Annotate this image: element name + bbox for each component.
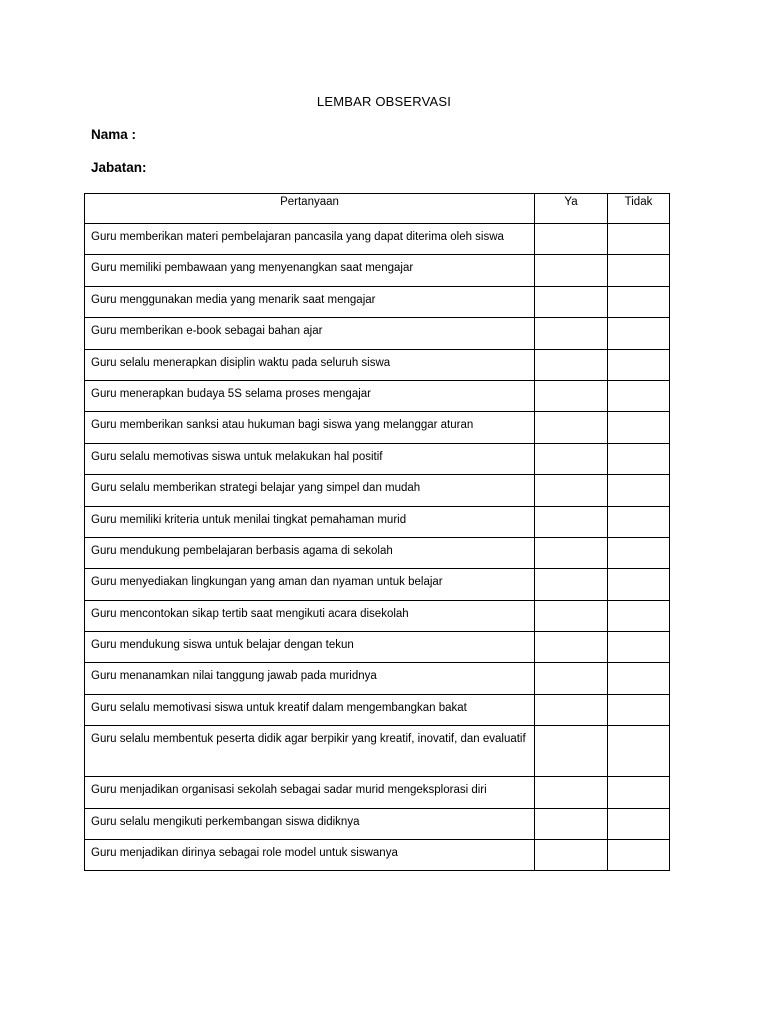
table-row (85, 412, 670, 443)
question-cell: Guru memiliki pembawaan yang menyenangkan saat mengajar (85, 255, 535, 286)
ya-answer-cell[interactable] (535, 694, 608, 725)
question-cell: Guru menjadikan organisasi sekolah sebagai sadar murid mengeksplorasi diri (85, 777, 535, 808)
question-cell: Guru selalu memberikan strategi belajar yang simpel dan mudah (85, 475, 535, 506)
table-row (85, 443, 670, 474)
tidak-answer-cell[interactable] (608, 632, 670, 663)
ya-answer-cell[interactable] (535, 600, 608, 631)
table-row (85, 255, 670, 286)
tidak-answer-cell[interactable] (608, 412, 670, 443)
ya-answer-cell[interactable] (535, 726, 608, 777)
ya-answer-cell[interactable] (535, 569, 608, 600)
ya-answer-cell[interactable] (535, 537, 608, 568)
tidak-answer-cell[interactable] (608, 694, 670, 725)
ya-answer-cell[interactable] (535, 349, 608, 380)
table-row (85, 726, 670, 777)
tidak-answer-cell[interactable] (608, 726, 670, 777)
ya-answer-cell[interactable] (535, 224, 608, 255)
tidak-answer-cell[interactable] (608, 443, 670, 474)
question-cell: Guru menjadikan dirinya sebagai role model untuk siswanya (85, 840, 535, 871)
table-row (85, 380, 670, 411)
nama-label: Nama : (91, 127, 137, 142)
ya-answer-cell[interactable] (535, 318, 608, 349)
table-row (85, 349, 670, 380)
ya-answer-cell[interactable] (535, 443, 608, 474)
table-row (85, 506, 670, 537)
question-cell: Guru menerapkan budaya 5S selama proses mengajar (85, 380, 535, 411)
ya-answer-cell[interactable] (535, 840, 608, 871)
table-row (85, 663, 670, 694)
question-cell: Guru mencontokan sikap tertib saat mengikuti acara disekolah (85, 600, 535, 631)
header-ya: Ya (535, 194, 608, 224)
question-cell: Guru selalu memotivasi siswa untuk kreatif dalam mengembangkan bakat (85, 694, 535, 725)
tidak-answer-cell[interactable] (608, 224, 670, 255)
ya-answer-cell[interactable] (535, 412, 608, 443)
question-cell: Guru menggunakan media yang menarik saat mengajar (85, 286, 535, 317)
question-cell: Guru selalu mengikuti perkembangan siswa didiknya (85, 808, 535, 839)
header-pertanyaan: Pertanyaan (85, 194, 535, 224)
tidak-answer-cell[interactable] (608, 318, 670, 349)
jabatan-label: Jabatan: (91, 160, 147, 175)
table-row (85, 840, 670, 871)
question-cell: Guru memberikan e-book sebagai bahan ajar (85, 318, 535, 349)
ya-answer-cell[interactable] (535, 286, 608, 317)
tidak-answer-cell[interactable] (608, 569, 670, 600)
question-cell: Guru mendukung siswa untuk belajar dengan tekun (85, 632, 535, 663)
tidak-answer-cell[interactable] (608, 255, 670, 286)
table-row (85, 808, 670, 839)
tidak-answer-cell[interactable] (608, 777, 670, 808)
table-row (85, 224, 670, 255)
table-row (85, 286, 670, 317)
tidak-answer-cell[interactable] (608, 537, 670, 568)
table-body (85, 224, 670, 871)
ya-answer-cell[interactable] (535, 663, 608, 694)
table-row (85, 318, 670, 349)
question-cell: Guru menyediakan lingkungan yang aman dan nyaman untuk belajar (85, 569, 535, 600)
ya-answer-cell[interactable] (535, 380, 608, 411)
tidak-answer-cell[interactable] (608, 506, 670, 537)
question-cell: Guru memberikan materi pembelajaran pancasila yang dapat diterima oleh siswa (85, 224, 535, 255)
question-cell: Guru memberikan sanksi atau hukuman bagi siswa yang melanggar aturan (85, 412, 535, 443)
ya-answer-cell[interactable] (535, 506, 608, 537)
tidak-answer-cell[interactable] (608, 349, 670, 380)
question-cell: Guru selalu menerapkan disiplin waktu pada seluruh siswa (85, 349, 535, 380)
question-cell: Guru selalu membentuk peserta didik agar berpikir yang kreatif, inovatif, dan evaluatif (85, 726, 535, 777)
question-cell: Guru menanamkan nilai tanggung jawab pada muridnya (85, 663, 535, 694)
table-row (85, 777, 670, 808)
tidak-answer-cell[interactable] (608, 286, 670, 317)
observation-table (84, 193, 670, 871)
question-cell: Guru selalu memotivas siswa untuk melakukan hal positif (85, 443, 535, 474)
tidak-answer-cell[interactable] (608, 380, 670, 411)
header-tidak: Tidak (608, 194, 670, 224)
question-cell: Guru mendukung pembelajaran berbasis agama di sekolah (85, 537, 535, 568)
ya-answer-cell[interactable] (535, 632, 608, 663)
tidak-answer-cell[interactable] (608, 808, 670, 839)
table-row (85, 569, 670, 600)
table-row (85, 600, 670, 631)
table-row (85, 537, 670, 568)
ya-answer-cell[interactable] (535, 255, 608, 286)
ya-answer-cell[interactable] (535, 777, 608, 808)
table-row (85, 694, 670, 725)
tidak-answer-cell[interactable] (608, 600, 670, 631)
ya-answer-cell[interactable] (535, 808, 608, 839)
page-title: LEMBAR OBSERVASI (316, 94, 452, 109)
tidak-answer-cell[interactable] (608, 475, 670, 506)
ya-answer-cell[interactable] (535, 475, 608, 506)
table-row (85, 475, 670, 506)
tidak-answer-cell[interactable] (608, 840, 670, 871)
table-header-row (85, 194, 670, 224)
question-cell: Guru memiliki kriteria untuk menilai tingkat pemahaman murid (85, 506, 535, 537)
tidak-answer-cell[interactable] (608, 663, 670, 694)
table-row (85, 632, 670, 663)
